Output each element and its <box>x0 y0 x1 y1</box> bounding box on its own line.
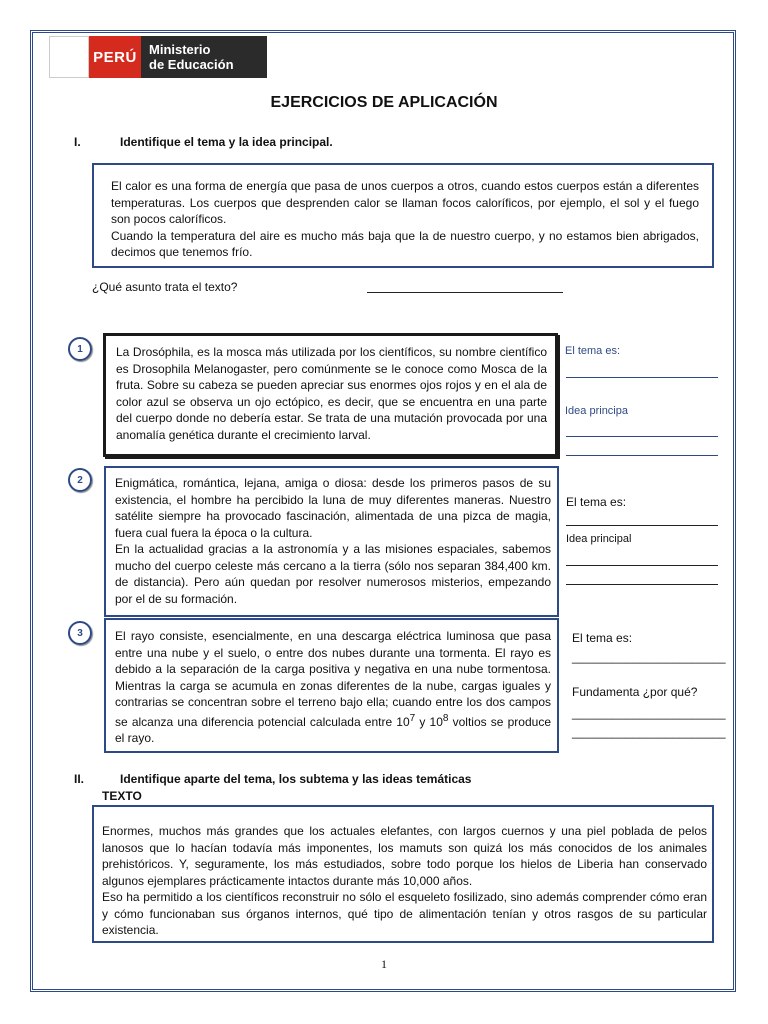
logo-country: PERÚ <box>89 36 141 78</box>
exercise-2-text-box <box>104 466 559 617</box>
section-2-paragraph-1: Enormes, muchos más grandes que los actuales elefantes, con largos cuernos y una piel poblada de pelos lanosos que lo hacían todavía más imponentes, los mamuts son quizá los más conocidos de los animales prehistóricos. Y, seguramente, los más estudiados, sobre todo porque los hielos de Liberia han conservado algunos ejemplares prácticamente intactos durante más 10,000 años. <box>102 824 707 888</box>
section-1-number: I. <box>74 135 81 149</box>
exercise-3-text-main: El rayo consiste, esencialmente, en una descarga eléctrica luminosa que pasa entre una nube y el suelo, o entre dos nubes durante una tormenta. El rayo es debido a la separación de la carga positiva y negativa en una nube tormentosa. Mientras la carga se acumula en zonas diferentes de la nube, cargas iguales y contrarias se concentran sobre el terreno bajo ella; cuando entre los dos campos se alcanza una diferencia potencial calculada entre <box>115 629 551 729</box>
section-2-number: II. <box>74 772 85 786</box>
section-1-title: Identifique el tema y la idea principal. <box>120 135 333 149</box>
exercise-2-paragraph-1: Enigmática, romántica, lejana, amiga o diosa: desde los primeros pasos de su existencia, el hombre ha percibido la luna de muy diferentes maneras. Nuestro satélite siempre ha provocado fascinación, alimentada de una pizca de magia, fuera cual fuera la época o la cultura. <box>115 476 551 540</box>
exercise-1-idea-line-2[interactable] <box>566 455 718 456</box>
section-2-title: Identifique aparte del tema, los subtema y las ideas temáticas <box>120 772 472 786</box>
exercise-3-base-2: 10 <box>429 714 443 729</box>
exercise-3-reason-blank-1[interactable]: _______________________ <box>572 706 726 720</box>
exercise-2-idea-line-1[interactable] <box>566 565 718 566</box>
logo-ministry-line1: Ministerio <box>149 42 211 57</box>
exercise-3-topic-label: El tema es: <box>572 631 633 645</box>
exercise-1-idea-line-1[interactable] <box>566 436 718 437</box>
page-title: EJERCICIOS DE APLICACIÓN <box>270 94 498 111</box>
exercise-1-number: 1 <box>68 337 92 361</box>
exercise-3-number: 3 <box>68 621 92 645</box>
page-number: 1 <box>381 957 387 971</box>
logo-emblem <box>49 36 89 78</box>
exercise-2-paragraph-2: En la actualidad gracias a la astronomía y a las misiones espaciales, sabemos mucho del cuerpo celeste más cercano a la tierra (sólo nos separan 384,400 km. de distancia). Pero aún quedan por resolver numerosos misterios, empezando por el de su formación. <box>115 542 551 606</box>
exercise-3-exponent-2: 8 <box>442 712 449 724</box>
ministry-logo <box>49 36 267 78</box>
section-1-paragraph-2: Cuando la temperatura del aire es mucho más baja que la de nuestro cuerpo, y no estamos bien abrigados, decimos que tenemos frío. <box>111 228 699 259</box>
section-1-question: ¿Qué asunto trata el texto? <box>92 280 238 294</box>
exercise-3-exponent-1: 7 <box>409 712 416 724</box>
exercise-3-text-end: voltios se produce el rayo. <box>115 714 552 745</box>
exercise-1-text: La Drosóphila, es la mosca más utilizada por los científicos, su nombre científico es Drosophila Melanogaster, pero comúnmente se le conoce como Mosca de la fruta. Sobre su cabeza se pueden apreciar sus enormes ojos rojos y en el ala de color azul se observa un ojo ectópico, es decir, que se encuentra en una parte del cuerpo donde no debería estar. Se trata de una mutación provocada por una anomalía genética durante el crecimiento larval. <box>116 345 547 442</box>
exercise-1-idea-label: Idea principa <box>565 405 628 417</box>
section-1-paragraph-1: El calor es una forma de energía que pasa de unos cuerpos a otros, cuando estos cuerpos están a diferentes temperaturas. Los cuerpos que desprenden calor se llaman focos caloríficos, por ejemplo, el sol y el fuego son pocos caloríficos. <box>111 179 699 226</box>
exercise-2-topic-line[interactable] <box>566 525 718 526</box>
section-2-subheading: TEXTO <box>102 789 142 803</box>
exercise-1-topic-line[interactable] <box>566 377 718 378</box>
exercise-2-idea-label: Idea principal <box>566 533 632 545</box>
logo-ministry <box>141 36 267 78</box>
exercise-3-text-box <box>104 618 559 753</box>
exercise-3-reason-blank-2[interactable]: _______________________ <box>572 725 726 739</box>
section-1-text-box <box>92 163 714 268</box>
exercise-3-text <box>115 628 551 747</box>
exercise-2-idea-line-2[interactable] <box>566 584 718 585</box>
exercise-1-topic-label: El tema es: <box>565 345 621 357</box>
logo-ministry-line2: de Educación <box>149 57 234 72</box>
exercise-3-base-1: 10 <box>396 714 410 729</box>
section-1-answer-line[interactable] <box>367 292 563 293</box>
exercise-2-number: 2 <box>68 468 92 492</box>
section-2-text-box <box>92 805 714 943</box>
exercise-3-joiner: y <box>415 714 430 729</box>
exercise-1-text-box <box>103 333 558 457</box>
exercise-3-reason-label: Fundamenta ¿por qué? <box>572 685 698 699</box>
exercise-2-topic-label: El tema es: <box>566 495 627 509</box>
section-2-paragraph-2: Eso ha permitido a los científicos reconstruir no sólo el esqueleto fosilizado, sino además comprender cómo eran y cómo funcionaban sus órganos internos, qué tipo de alimentación tenían y otros rasgos de su particular existencia. <box>102 890 707 937</box>
exercise-3-topic-blank[interactable]: _______________________ <box>572 650 726 664</box>
